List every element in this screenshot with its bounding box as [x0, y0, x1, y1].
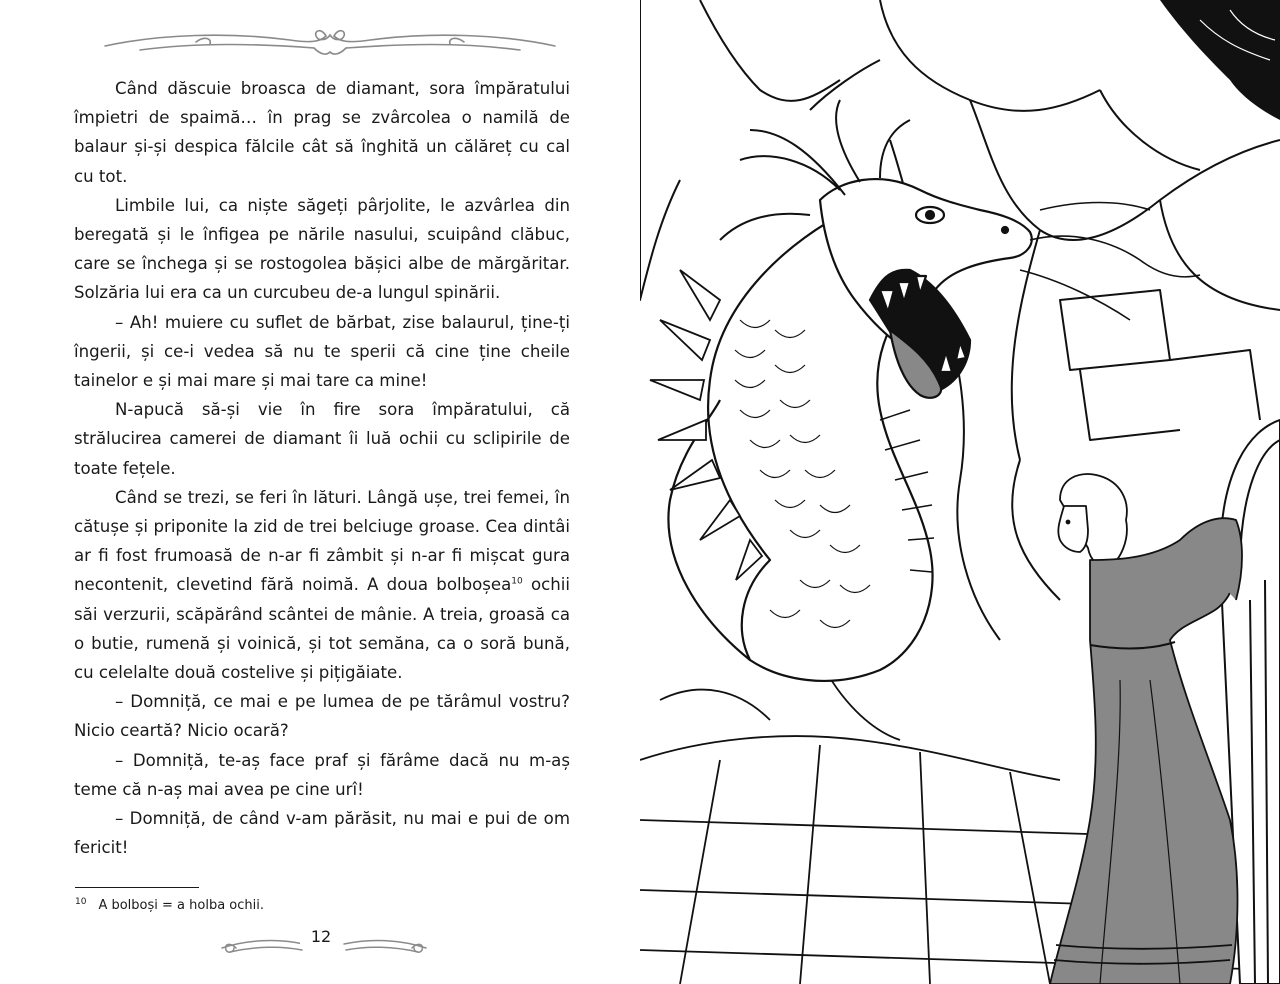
footnote-number: 10 [75, 896, 87, 907]
chapter-body-text [74, 74, 570, 862]
paragraph-6: – Domniță, ce mai e pe lumea de pe tărâmul vostru? Nicio ceartă? Nicio ocară? [74, 692, 570, 741]
paragraph-2: Limbile lui, ca niște săgeți pârjolite, le azvârlea din beregată și le înfigea pe nările nasului, scuipând clăbuc, care se închega și se rostogolea bășici albe de mărgăritar. Solzăria lui era ca un curcubeu de-a lungul spinării. [74, 195, 570, 303]
right-page [640, 0, 1280, 984]
paragraph-7: – Domniță, te-aș face praf și fărâme dacă nu m-aș teme că n-aș mai avea pe cine urî! [74, 750, 570, 799]
paragraph-5-part-2: ochii săi verzurii, scăpărând scântei de mânie. A treia, groasă ca o butie, rumenă și voinică, și tot semăna, ca o soră bună, cu celelalte două costelive și pițigăiate. [74, 575, 570, 683]
footnote-reference: 10 [511, 576, 523, 587]
page-number: 12 [300, 927, 342, 946]
paragraph-8: – Domniță, de când v-am părăsit, nu mai e pui de om fericit! [74, 809, 570, 858]
top-flourish-ornament [100, 22, 560, 66]
paragraph-5 [74, 483, 570, 687]
footnote [75, 897, 555, 915]
paragraph-4: N-apucă să-și vie în fire sora împăratului, că strălucirea camerei de diamant îi luă ochii cu sclipirile de toate fețele. [74, 400, 570, 478]
dragon-illustration [640, 0, 1280, 984]
paragraph-5-part-1: Când se trezi, se feri în lături. Lângă ușe, trei femei, în cătușe și priponite la zid de trei belciuge groase. Cea dintâi ar fi fost frumoasă de n-ar fi zâmbit și n-ar fi mișcat gura necontenit, clevetind fără noimă. A doua bolboșea [74, 487, 570, 595]
footnote-text: A bolboși = a holba ochii. [98, 898, 264, 913]
footnote-divider [75, 887, 199, 888]
paragraph-1: Când dăscuie broasca de diamant, sora împăratului împietri de spaimă… în prag se zvârcolea o namilă de balaur și-și despica fălcile cât să înghită un călăreț cu cal cu tot. [74, 79, 570, 186]
paragraph-3: – Ah! muiere cu suflet de bărbat, zise balaurul, ține-ți îngerii, și ce-i vedea să nu te sperii că cine ține cheile tainelor e și mai mare și mai tare ca mine! [74, 312, 570, 391]
